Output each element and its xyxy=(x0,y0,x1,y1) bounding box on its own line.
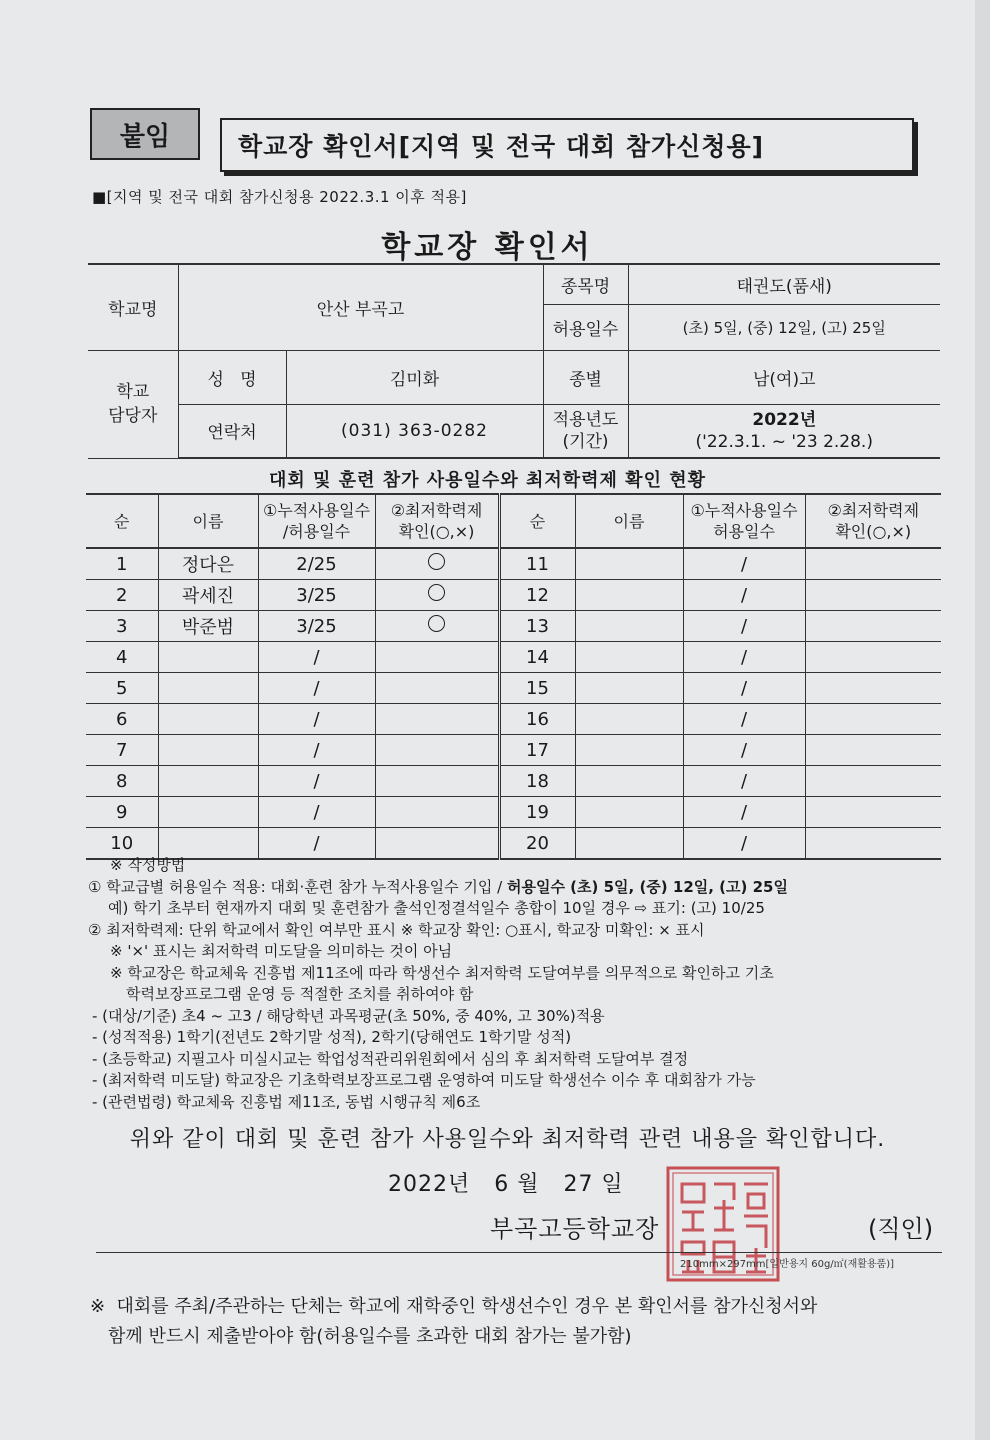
table-row xyxy=(86,580,941,611)
row-check xyxy=(375,797,499,828)
header-days-right xyxy=(683,494,805,548)
header-days-left xyxy=(258,494,375,548)
header-check-right xyxy=(805,494,941,548)
table-row xyxy=(86,673,941,704)
row-check xyxy=(805,704,941,735)
row-name xyxy=(158,797,258,828)
row-days: 3/25 xyxy=(258,611,375,642)
header-name-right: 이름 xyxy=(575,494,683,548)
table-row xyxy=(86,797,941,828)
row-days: / xyxy=(683,611,805,642)
row-days: / xyxy=(258,704,375,735)
header-check-line2: 확인(○,×) xyxy=(835,522,912,541)
row-name xyxy=(158,766,258,797)
row-days: / xyxy=(683,673,805,704)
submission-note-line1: ※ 대회를 주최/주관하는 단체는 학교에 재학중인 학생선수인 경우 본 확인서를 참가신청서와 xyxy=(90,1296,818,1317)
row-check xyxy=(805,548,941,580)
row-check xyxy=(805,580,941,611)
row-name xyxy=(158,735,258,766)
document-title: 학교장 확인서 xyxy=(381,230,594,265)
row-days: / xyxy=(683,766,805,797)
note-1 xyxy=(88,877,948,899)
footer-divider xyxy=(96,1252,942,1253)
row-days: 2/25 xyxy=(258,548,375,580)
row-no: 9 xyxy=(86,797,158,828)
note-2: ② 최저학력제: 단위 학교에서 확인 여부만 표시 ※ 학교장 확인: ○표시, 학교장 미확인: × 표시 xyxy=(88,920,705,939)
row-name xyxy=(575,611,683,642)
note-1-bold: 허용일수 (초) 5일, (중) 12일, (고) 25일 xyxy=(507,877,788,896)
header-check-line1: ②최저학력제 xyxy=(827,501,920,520)
row-days: / xyxy=(258,642,375,673)
writing-instructions xyxy=(88,855,948,1113)
table-row xyxy=(86,548,941,580)
row-check xyxy=(375,548,499,580)
paper-spec: 210mm×297mm[일반용지 60g/㎡(재활용품)] xyxy=(680,1259,895,1270)
period-value xyxy=(628,404,940,458)
scope-note: ■[지역 및 전국 대회 참가신청용 2022.3.1 이후 적용] xyxy=(92,188,467,206)
allowed-days-value: (초) 5일, (중) 12일, (고) 25일 xyxy=(628,304,940,350)
note-2-sub2b: 학력보장프로그램 운영 등 적절한 조치를 취하여야 함 xyxy=(126,985,474,1003)
row-no: 3 xyxy=(86,611,158,642)
circle-mark-icon xyxy=(428,584,445,601)
row-no: 1 xyxy=(86,548,158,580)
allowed-days-label: 허용일수 xyxy=(543,304,628,350)
row-check xyxy=(805,642,941,673)
row-days: / xyxy=(683,828,805,860)
row-check xyxy=(375,766,499,797)
row-name xyxy=(158,704,258,735)
period-range: ('22.3.1. ~ '23 2.28.) xyxy=(695,431,873,452)
row-no: 5 xyxy=(86,673,158,704)
row-name xyxy=(575,735,683,766)
row-check xyxy=(375,735,499,766)
row-check xyxy=(805,673,941,704)
row-no: 19 xyxy=(499,797,575,828)
row-days: / xyxy=(683,704,805,735)
header-days-line1: ①누적사용일수 xyxy=(690,501,798,520)
row-name xyxy=(575,548,683,580)
row-check xyxy=(375,580,499,611)
period-label-1: 적용년도 xyxy=(552,409,619,430)
table-row xyxy=(86,704,941,735)
row-check xyxy=(805,735,941,766)
header-days-line2: /허용일수 xyxy=(282,522,351,541)
note-1-text: ① 학교급별 허용일수 적용: 대회·훈련 참가 누적사용일수 기입 / xyxy=(88,877,507,896)
row-name xyxy=(575,766,683,797)
notes-heading: ※ 작성방법 xyxy=(110,856,186,874)
row-check xyxy=(375,642,499,673)
table-row xyxy=(86,735,941,766)
circle-mark-icon xyxy=(428,615,445,632)
row-check xyxy=(375,611,499,642)
detail-below-minimum: - (최저학력 미도달) 학교장은 기초학력보장프로그램 운영하여 미도달 학생선수 이수 후 대회참가 가능 xyxy=(92,1071,756,1089)
row-no: 11 xyxy=(499,548,575,580)
status-title: 대회 및 훈련 참가 사용일수와 최저학력제 확인 현황 xyxy=(268,470,706,491)
row-days: / xyxy=(683,642,805,673)
row-check xyxy=(375,673,499,704)
school-label: 학교명 xyxy=(88,264,178,350)
phone-value: (031) 363-0282 xyxy=(286,404,543,458)
row-no: 4 xyxy=(86,642,158,673)
detail-target: - (대상/기준) 초4 ~ 고3 / 해당학년 과목평균(초 50%, 중 40%, 고 30%)적용 xyxy=(92,1006,605,1025)
header-days-line2: 허용일수 xyxy=(713,522,775,541)
header-check-line2: 확인(○,×) xyxy=(398,522,475,541)
row-days: / xyxy=(258,797,375,828)
school-principal-signature: 부곡고등학교장 xyxy=(490,1215,660,1243)
official-seal-note: (직인) xyxy=(868,1215,934,1243)
detail-elementary: - (초등학교) 지필고사 미실시교는 학업성적관리위원회에서 심의 후 최저학력 도달여부 결정 xyxy=(92,1049,689,1068)
period-label-2: (기간) xyxy=(562,431,609,452)
detail-laws: - (관련법령) 학교체육 진흥법 제11조, 동법 시행규칙 제6조 xyxy=(92,1092,481,1111)
row-no: 10 xyxy=(86,828,158,860)
note-2-sub1: ※ '×' 표시는 최저학력 미도달을 의미하는 것이 아님 xyxy=(110,942,453,960)
row-days: / xyxy=(258,735,375,766)
circle-mark-icon xyxy=(428,553,445,570)
row-no: 12 xyxy=(499,580,575,611)
detail-grades: - (성적적용) 1학기(전년도 2학기말 성적), 2학기(당해연도 1학기말 성적) xyxy=(92,1028,572,1046)
row-days: / xyxy=(683,580,805,611)
row-no: 2 xyxy=(86,580,158,611)
row-name xyxy=(575,580,683,611)
period-year: 2022년 xyxy=(752,409,817,430)
row-days: / xyxy=(258,673,375,704)
confirmation-statement: 위와 같이 대회 및 훈련 참가 사용일수와 최저학력 관련 내용을 확인합니다. xyxy=(129,1127,886,1152)
row-check xyxy=(375,704,499,735)
header-no-right: 순 xyxy=(499,494,575,548)
row-days: / xyxy=(683,548,805,580)
row-name xyxy=(575,797,683,828)
table-row xyxy=(86,611,941,642)
row-no: 15 xyxy=(499,673,575,704)
table-row xyxy=(86,766,941,797)
row-no: 6 xyxy=(86,704,158,735)
category-label: 종별 xyxy=(543,350,628,404)
header-title: 학교장 확인서[지역 및 전국 대회 참가신청용] xyxy=(220,118,914,172)
header-name-left: 이름 xyxy=(158,494,258,548)
row-name xyxy=(158,642,258,673)
row-days: / xyxy=(683,735,805,766)
row-name xyxy=(575,673,683,704)
row-no: 20 xyxy=(499,828,575,860)
row-no: 14 xyxy=(499,642,575,673)
school-value: 안산 부곡고 xyxy=(178,264,543,350)
row-days: / xyxy=(258,766,375,797)
row-days: / xyxy=(683,797,805,828)
row-check xyxy=(805,766,941,797)
row-no: 18 xyxy=(499,766,575,797)
attachment-label: 붙임 xyxy=(90,108,200,160)
row-name xyxy=(575,642,683,673)
header-check-left xyxy=(375,494,499,548)
row-days: / xyxy=(258,828,375,860)
row-days: 3/25 xyxy=(258,580,375,611)
row-name: 곽세진 xyxy=(158,580,258,611)
row-no: 13 xyxy=(499,611,575,642)
header-days-line1: ①누적사용일수 xyxy=(262,501,371,520)
header-no-left: 순 xyxy=(86,494,158,548)
row-check xyxy=(805,611,941,642)
row-no: 16 xyxy=(499,704,575,735)
row-no: 17 xyxy=(499,735,575,766)
name-value: 김미화 xyxy=(286,350,543,404)
period-label xyxy=(543,404,628,458)
note-2-sub2a: ※ 학교장은 학교체육 진흥법 제11조에 따라 학생선수 최저학력 도달여부를 의무적으로 확인하고 기초 xyxy=(110,963,774,982)
row-name: 박준범 xyxy=(158,611,258,642)
submission-note xyxy=(90,1292,817,1352)
contact-person-label: 학교 담당자 xyxy=(88,350,178,458)
participation-table xyxy=(86,493,941,860)
note-1-example: 예) 학기 초부터 현재까지 대회 및 훈련참가 출석인정결석일수 총합이 10일 경우 ⇨ 표기: (고) 10/25 xyxy=(108,899,765,917)
event-value: 태권도(품새) xyxy=(628,264,940,304)
row-check xyxy=(805,797,941,828)
submission-note-line2: 함께 반드시 제출받아야 함(허용일수를 초과한 대회 참가는 불가함) xyxy=(108,1326,632,1347)
row-no: 8 xyxy=(86,766,158,797)
row-name xyxy=(575,704,683,735)
school-info-table xyxy=(88,263,940,459)
row-no: 7 xyxy=(86,735,158,766)
row-name: 정다은 xyxy=(158,548,258,580)
table-row xyxy=(86,642,941,673)
category-value: 남(여)고 xyxy=(628,350,940,404)
name-label: 성 명 xyxy=(178,350,286,404)
header-check-line1: ②최저학력제 xyxy=(390,501,483,520)
phone-label: 연락처 xyxy=(178,404,286,458)
signing-date: 2022년 6 월 27 일 xyxy=(388,1172,624,1197)
row-name xyxy=(158,673,258,704)
event-label: 종목명 xyxy=(543,264,628,304)
